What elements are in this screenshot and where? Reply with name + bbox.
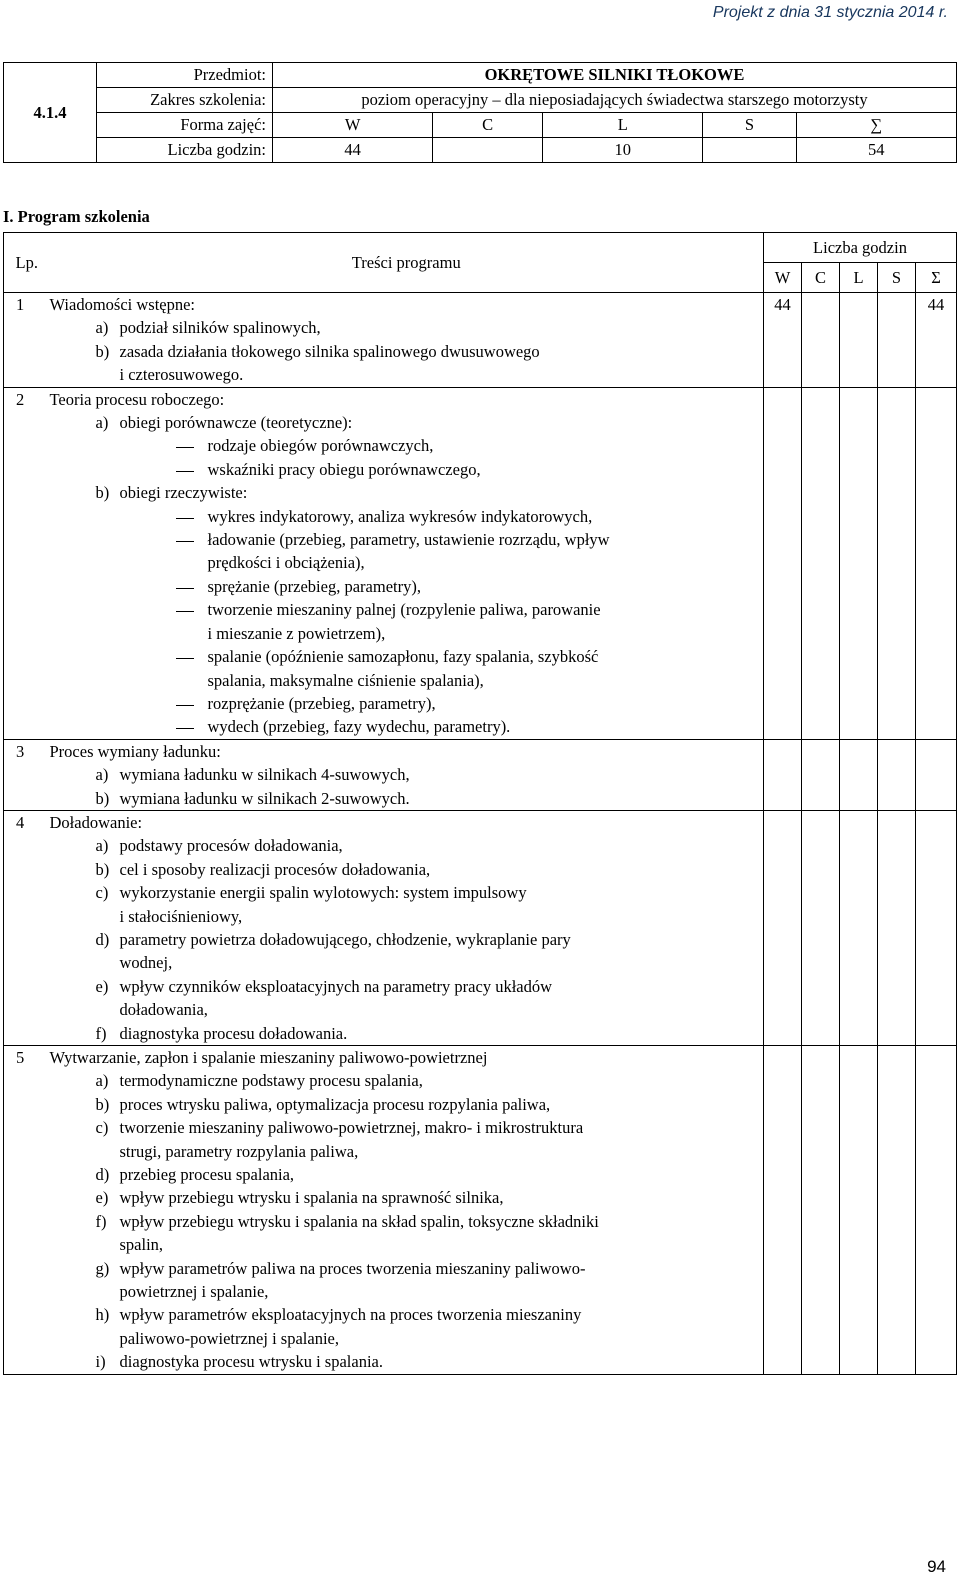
row-hours-sum xyxy=(916,387,957,739)
row-hours-sum xyxy=(916,1046,957,1375)
sub-item-text: wpływ parametrów paliwa na proces tworzenia mieszaniny paliwowo- xyxy=(119,1258,586,1278)
sub-item xyxy=(50,834,764,857)
row-content xyxy=(50,387,764,739)
sub-item-letter: b) xyxy=(95,788,110,808)
sub-item-text: wpływ przebiegu wtrysku i spalania na sprawność silnika, xyxy=(119,1188,504,1208)
sub-item-letter: d) xyxy=(95,929,110,949)
row-hours-l xyxy=(840,387,878,739)
dash-item-text: wydech (przebieg, fazy wydechu, parametry). xyxy=(207,717,511,737)
form-sum: ∑ xyxy=(796,113,956,138)
sub-item-text: przebieg procesu spalania, xyxy=(119,1165,295,1185)
hours-s xyxy=(703,138,796,163)
hours-sum: 54 xyxy=(796,138,956,163)
hours-c xyxy=(433,138,543,163)
row-hours-sum xyxy=(916,739,957,810)
sub-item xyxy=(50,881,764,904)
row-hours-sum xyxy=(916,810,957,1045)
sub-item-letter: g) xyxy=(95,1258,110,1278)
program-row xyxy=(4,739,957,810)
sub-item-text: wykorzystanie energii spalin wylotowych: system impulsowy xyxy=(119,883,527,903)
program-table xyxy=(3,232,957,1375)
dash-item-text: tworzenie mieszaniny palnej (rozpylenie paliwa, parowanie xyxy=(207,600,601,620)
row-hours-c xyxy=(802,810,840,1045)
row-number: 3 xyxy=(4,739,50,810)
dash-item xyxy=(50,434,764,457)
page-number: 94 xyxy=(927,1557,946,1576)
program-row xyxy=(4,810,957,1045)
program-row xyxy=(4,1046,957,1375)
continuation-line: doładowania, xyxy=(119,1000,208,1020)
sub-item-letter: a) xyxy=(95,413,109,433)
row-content xyxy=(50,293,764,388)
col-c: C xyxy=(802,263,840,293)
sub-item-text: zasada działania tłokowego silnika spalinowego dwusuwowego xyxy=(119,341,540,361)
row-number: 1 xyxy=(4,293,50,388)
sub-item-text: diagnostyka procesu doładowania. xyxy=(119,1023,348,1043)
continuation-line: i mieszanie z powietrzem), xyxy=(207,623,386,643)
sub-item-text: proces wtrysku paliwa, optymalizacja procesu rozpylania paliwa, xyxy=(119,1094,551,1114)
row-hours-w xyxy=(764,810,802,1045)
sub-item-letter: b) xyxy=(95,341,110,361)
subject-label: Przedmiot: xyxy=(97,63,273,88)
sub-item-letter: b) xyxy=(95,483,110,503)
row-hours-w xyxy=(764,387,802,739)
subject-name: OKRĘTOWE SILNIKI TŁOKOWE xyxy=(273,63,957,88)
sub-item-text: podstawy procesów doładowania, xyxy=(119,836,343,856)
row-hours-w xyxy=(764,739,802,810)
row-hours-l xyxy=(840,810,878,1045)
continuation-line: i stałociśnieniowy, xyxy=(119,906,243,926)
sub-item xyxy=(50,1186,764,1209)
sub-item-text: wymiana ładunku w silnikach 4-suwowych, xyxy=(119,765,410,785)
row-hours-c xyxy=(802,739,840,810)
row-title: Teoria procesu roboczego: xyxy=(49,389,225,409)
sub-item-text: obiegi porównawcze (teoretyczne): xyxy=(119,413,353,433)
continuation-line: wodnej, xyxy=(119,953,173,973)
row-content xyxy=(50,739,764,810)
row-title: Doładowanie: xyxy=(49,812,143,832)
sub-item-letter: e) xyxy=(95,976,109,996)
sub-item-letter: a) xyxy=(95,1071,109,1091)
row-content xyxy=(50,1046,764,1375)
sub-item-letter: f) xyxy=(95,1023,107,1043)
sub-item xyxy=(50,1210,764,1233)
form-s: S xyxy=(703,113,796,138)
row-title: Wytwarzanie, zapłon i spalanie mieszaniny paliwowo-powietrznej xyxy=(49,1048,488,1067)
row-title: Proces wymiany ładunku: xyxy=(49,741,221,761)
sub-item-letter: f) xyxy=(95,1211,107,1231)
row-number: 4 xyxy=(4,810,50,1045)
continuation-line: strugi, parametry rozpylania paliwa, xyxy=(119,1141,359,1161)
sub-item-text: diagnostyka procesu wtrysku i spalania. xyxy=(119,1352,383,1372)
row-title: Wiadomości wstępne: xyxy=(49,295,196,314)
form-c: C xyxy=(433,113,543,138)
document-header: Projekt z dnia 31 stycznia 2014 r. xyxy=(712,4,948,21)
row-hours-w: 44 xyxy=(764,293,802,388)
dash-item-text: ładowanie (przebieg, parametry, ustawienie rozrządu, wpływ xyxy=(207,530,610,550)
row-hours-l xyxy=(840,1046,878,1375)
row-hours-s xyxy=(878,293,916,388)
hours-label: Liczba godzin: xyxy=(97,138,273,163)
row-hours-l xyxy=(840,739,878,810)
sub-item-text: tworzenie mieszaniny paliwowo-powietrznej, makro- i mikrostruktura xyxy=(119,1118,584,1138)
sub-item-letter: c) xyxy=(95,883,109,903)
row-hours-s xyxy=(878,1046,916,1375)
dash-item-text: spalanie (opóźnienie samozapłonu, fazy spalania, szybkość xyxy=(207,647,599,667)
form-l: L xyxy=(543,113,703,138)
row-hours-l xyxy=(840,293,878,388)
sub-item-text: obiegi rzeczywiste: xyxy=(119,483,248,503)
col-s: S xyxy=(878,263,916,293)
scope-value: poziom operacyjny – dla nieposiadających świadectwa starszego motorzysty xyxy=(273,88,957,113)
row-hours-w xyxy=(764,1046,802,1375)
sub-item-text: wpływ parametrów eksploatacyjnych na proces tworzenia mieszaniny xyxy=(119,1305,582,1325)
sub-item-text: wpływ przebiegu wtrysku i spalania na skład spalin, toksyczne składniki xyxy=(119,1211,599,1231)
continuation-line: spalania, maksymalne ciśnienie spalania), xyxy=(207,670,484,690)
dash-item xyxy=(50,458,764,481)
dash-item xyxy=(50,598,764,621)
col-sum: Σ xyxy=(916,263,957,293)
row-hours-sum: 44 xyxy=(916,293,957,388)
row-number: 2 xyxy=(4,387,50,739)
sub-item xyxy=(50,1116,764,1139)
dash-item-text: rozprężanie (przebieg, parametry), xyxy=(207,693,436,713)
sub-item-text: wymiana ładunku w silnikach 2-suwowych. xyxy=(119,788,410,808)
row-hours-c xyxy=(802,293,840,388)
sub-item-letter: a) xyxy=(95,836,109,856)
sub-item-letter: a) xyxy=(95,318,109,338)
dash-item xyxy=(50,528,764,551)
form-label: Forma zajęć: xyxy=(97,113,273,138)
sub-item-text: parametry powietrza doładowującego, chłodzenie, wykraplanie pary xyxy=(119,929,571,949)
row-hours-s xyxy=(878,387,916,739)
program-row xyxy=(4,293,957,388)
dash-item-text: rodzaje obiegów porównawczych, xyxy=(207,436,434,456)
hours-w: 44 xyxy=(273,138,433,163)
course-info-table xyxy=(3,62,957,163)
sub-item xyxy=(50,1093,764,1116)
sub-item xyxy=(50,763,764,786)
sub-item xyxy=(50,928,764,951)
sub-item-letter: b) xyxy=(95,1094,110,1114)
sub-item-letter: b) xyxy=(95,859,110,879)
col-content: Treści programu xyxy=(50,233,764,293)
section-number: 4.1.4 xyxy=(4,63,97,163)
col-lp: Lp. xyxy=(4,233,50,293)
sub-item-letter: i) xyxy=(95,1352,106,1372)
row-hours-s xyxy=(878,810,916,1045)
sub-item xyxy=(50,787,764,810)
sub-item xyxy=(50,411,764,434)
row-number: 5 xyxy=(4,1046,50,1375)
col-l: L xyxy=(840,263,878,293)
sub-item-letter: a) xyxy=(95,765,109,785)
sub-item-text: termodynamiczne podstawy procesu spalania, xyxy=(119,1071,423,1091)
sub-item-letter: c) xyxy=(95,1118,109,1138)
continuation-line: paliwowo-powietrznej i spalanie, xyxy=(119,1328,339,1348)
sub-item xyxy=(50,1163,764,1186)
sub-item xyxy=(50,481,764,504)
dash-item-text: wykres indykatorowy, analiza wykresów indykatorowych, xyxy=(207,506,593,526)
sub-item xyxy=(50,316,764,339)
sub-item xyxy=(50,1257,764,1280)
row-hours-c xyxy=(802,1046,840,1375)
dash-item xyxy=(50,575,764,598)
continuation-line: powietrznej i spalanie, xyxy=(119,1282,269,1302)
scope-label: Zakres szkolenia: xyxy=(97,88,273,113)
sub-item xyxy=(50,1350,764,1373)
row-content xyxy=(50,810,764,1045)
sub-item-letter: h) xyxy=(95,1305,110,1325)
dash-item xyxy=(50,715,764,738)
sub-item-text: cel i sposoby realizacji procesów doładowania, xyxy=(119,859,431,879)
program-title: I. Program szkolenia xyxy=(3,207,150,226)
sub-item-text: podział silników spalinowych, xyxy=(119,318,321,338)
sub-item-letter: e) xyxy=(95,1188,109,1208)
program-row xyxy=(4,387,957,739)
continuation-line: spalin, xyxy=(119,1235,164,1255)
row-hours-s xyxy=(878,739,916,810)
sub-item-text: wpływ czynników eksploatacyjnych na parametry pracy układów xyxy=(119,976,553,996)
sub-item xyxy=(50,975,764,998)
sub-item xyxy=(50,340,764,363)
col-w: W xyxy=(764,263,802,293)
dash-item xyxy=(50,645,764,668)
row-hours-c xyxy=(802,387,840,739)
hours-l: 10 xyxy=(543,138,703,163)
dash-item-text: wskaźniki pracy obiegu porównawczego, xyxy=(207,459,481,479)
col-hours: Liczba godzin xyxy=(764,233,957,263)
sub-item xyxy=(50,1069,764,1092)
sub-item xyxy=(50,858,764,881)
form-w: W xyxy=(273,113,433,138)
sub-item xyxy=(50,1022,764,1045)
dash-item-text: sprężanie (przebieg, parametry), xyxy=(207,576,421,596)
continuation-line: prędkości i obciążenia), xyxy=(207,553,365,573)
continuation-line: i czterosuwowego. xyxy=(119,365,244,385)
dash-item xyxy=(50,505,764,528)
sub-item-letter: d) xyxy=(95,1165,110,1185)
dash-item xyxy=(50,692,764,715)
sub-item xyxy=(50,1303,764,1326)
